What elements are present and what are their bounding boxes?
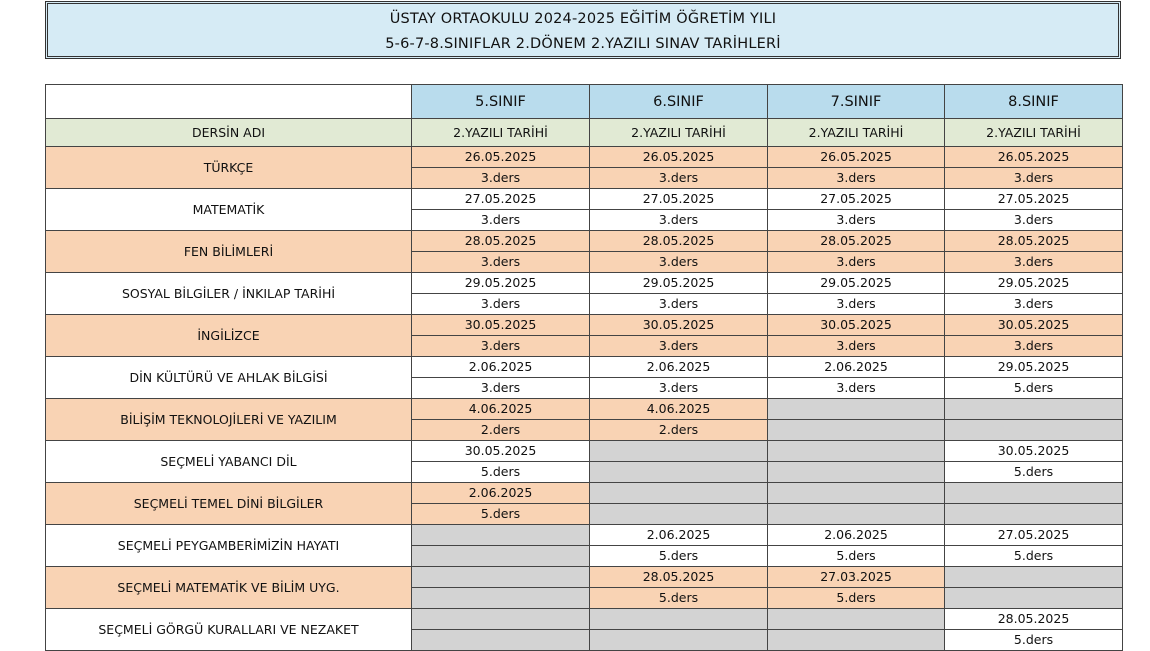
exam-period-cell: 3.ders: [945, 294, 1123, 315]
empty-cell: [412, 609, 590, 630]
exam-date-cell: 26.05.2025: [590, 147, 768, 168]
exam-date-cell: 2.06.2025: [590, 525, 768, 546]
empty-cell: [945, 504, 1123, 525]
exam-period-cell: 5.ders: [768, 588, 945, 609]
exam-period-cell: 3.ders: [412, 294, 590, 315]
exam-date-header: 2.YAZILI TARİHİ: [768, 119, 945, 147]
course-name: SOSYAL BİLGİLER / İNKILAP TARİHİ: [46, 273, 412, 315]
exam-date-cell: 4.06.2025: [412, 399, 590, 420]
empty-cell: [412, 588, 590, 609]
exam-date-cell: 27.05.2025: [945, 189, 1123, 210]
course-name-header: DERSİN ADI: [46, 119, 412, 147]
exam-date-header: 2.YAZILI TARİHİ: [590, 119, 768, 147]
exam-period-cell: 5.ders: [412, 462, 590, 483]
exam-date-cell: 26.05.2025: [768, 147, 945, 168]
exam-date-cell: 29.05.2025: [590, 273, 768, 294]
course-row-date: [46, 315, 1123, 336]
course-name: SEÇMELİ TEMEL DİNİ BİLGİLER: [46, 483, 412, 525]
course-name: İNGİLİZCE: [46, 315, 412, 357]
empty-cell: [590, 630, 768, 651]
exam-date-header: 2.YAZILI TARİHİ: [412, 119, 590, 147]
exam-schedule-table: [45, 84, 1123, 651]
exam-period-cell: 3.ders: [768, 210, 945, 231]
course-row-date: [46, 357, 1123, 378]
exam-date-cell: 26.05.2025: [945, 147, 1123, 168]
empty-cell: [768, 609, 945, 630]
exam-period-cell: 3.ders: [768, 294, 945, 315]
course-name: SEÇMELİ MATEMATİK VE BİLİM UYG.: [46, 567, 412, 609]
exam-date-cell: 2.06.2025: [412, 483, 590, 504]
exam-date-cell: 27.05.2025: [768, 189, 945, 210]
empty-cell: [412, 567, 590, 588]
course-name: SEÇMELİ PEYGAMBERİMİZİN HAYATI: [46, 525, 412, 567]
title-line-1: ÜSTAY ORTAOKULU 2024-2025 EĞİTİM ÖĞRETİM YILI: [389, 11, 777, 27]
course-row-date: [46, 399, 1123, 420]
empty-cell: [945, 567, 1123, 588]
empty-cell: [945, 483, 1123, 504]
empty-cell: [412, 525, 590, 546]
title-line-2: 5-6-7-8.SINIFLAR 2.DÖNEM 2.YAZILI SINAV TARİHLERİ: [385, 36, 781, 52]
exam-date-cell: 28.05.2025: [590, 231, 768, 252]
exam-date-cell: 27.05.2025: [590, 189, 768, 210]
course-row-date: [46, 525, 1123, 546]
course-row-date: [46, 567, 1123, 588]
empty-cell: [590, 609, 768, 630]
empty-cell: [590, 441, 768, 462]
exam-period-cell: 5.ders: [945, 630, 1123, 651]
grade-header-5: 5.SINIF: [412, 85, 590, 119]
exam-period-cell: 3.ders: [590, 378, 768, 399]
header-blank-cell: [46, 85, 412, 119]
exam-period-cell: 3.ders: [590, 294, 768, 315]
course-name: MATEMATİK: [46, 189, 412, 231]
exam-date-cell: 30.05.2025: [945, 441, 1123, 462]
exam-date-cell: 29.05.2025: [945, 357, 1123, 378]
exam-period-cell: 3.ders: [412, 378, 590, 399]
course-row-date: [46, 273, 1123, 294]
exam-date-cell: 2.06.2025: [590, 357, 768, 378]
exam-date-cell: 27.05.2025: [412, 189, 590, 210]
grade-header-7: 7.SINIF: [768, 85, 945, 119]
course-name: TÜRKÇE: [46, 147, 412, 189]
course-name: BİLİŞİM TEKNOLOJİLERİ VE YAZILIM: [46, 399, 412, 441]
empty-cell: [590, 462, 768, 483]
exam-date-cell: 26.05.2025: [412, 147, 590, 168]
grade-header-6: 6.SINIF: [590, 85, 768, 119]
exam-date-cell: 4.06.2025: [590, 399, 768, 420]
exam-date-cell: 29.05.2025: [768, 273, 945, 294]
exam-date-cell: 2.06.2025: [412, 357, 590, 378]
course-row-date: [46, 189, 1123, 210]
course-row-date: [46, 441, 1123, 462]
empty-cell: [945, 399, 1123, 420]
exam-period-cell: 5.ders: [945, 546, 1123, 567]
exam-period-cell: 3.ders: [412, 210, 590, 231]
exam-period-cell: 3.ders: [590, 252, 768, 273]
exam-period-cell: 5.ders: [768, 546, 945, 567]
exam-period-cell: 3.ders: [590, 168, 768, 189]
exam-date-cell: 28.05.2025: [768, 231, 945, 252]
empty-cell: [590, 504, 768, 525]
subheader-row: [46, 119, 1123, 147]
course-row-date: [46, 483, 1123, 504]
exam-period-cell: 3.ders: [412, 336, 590, 357]
empty-cell: [768, 483, 945, 504]
exam-date-cell: 28.05.2025: [412, 231, 590, 252]
title-box: [45, 1, 1121, 59]
exam-date-cell: 27.03.2025: [768, 567, 945, 588]
exam-period-cell: 3.ders: [945, 252, 1123, 273]
exam-period-cell: 5.ders: [590, 546, 768, 567]
exam-date-cell: 30.05.2025: [945, 315, 1123, 336]
empty-cell: [590, 483, 768, 504]
course-name: SEÇMELİ YABANCI DİL: [46, 441, 412, 483]
empty-cell: [945, 588, 1123, 609]
exam-period-cell: 3.ders: [590, 210, 768, 231]
exam-period-cell: 3.ders: [412, 252, 590, 273]
exam-period-cell: 3.ders: [768, 168, 945, 189]
empty-cell: [768, 630, 945, 651]
exam-period-cell: 3.ders: [945, 210, 1123, 231]
exam-date-cell: 2.06.2025: [768, 525, 945, 546]
exam-period-cell: 3.ders: [768, 378, 945, 399]
exam-date-cell: 30.05.2025: [590, 315, 768, 336]
empty-cell: [768, 420, 945, 441]
exam-date-cell: 28.05.2025: [945, 609, 1123, 630]
exam-date-cell: 30.05.2025: [412, 315, 590, 336]
empty-cell: [768, 504, 945, 525]
empty-cell: [945, 420, 1123, 441]
exam-period-cell: 3.ders: [590, 336, 768, 357]
empty-cell: [412, 630, 590, 651]
exam-period-cell: 5.ders: [590, 588, 768, 609]
exam-date-cell: 2.06.2025: [768, 357, 945, 378]
exam-date-cell: 30.05.2025: [768, 315, 945, 336]
exam-date-cell: 27.05.2025: [945, 525, 1123, 546]
exam-period-cell: 5.ders: [412, 504, 590, 525]
exam-period-cell: 2.ders: [590, 420, 768, 441]
course-name: SEÇMELİ GÖRGÜ KURALLARI VE NEZAKET: [46, 609, 412, 651]
grade-header-8: 8.SINIF: [945, 85, 1123, 119]
course-name: FEN BİLİMLERİ: [46, 231, 412, 273]
exam-period-cell: 3.ders: [768, 252, 945, 273]
empty-cell: [768, 399, 945, 420]
exam-period-cell: 3.ders: [768, 336, 945, 357]
course-row-date: [46, 231, 1123, 252]
grade-header-row: [46, 85, 1123, 119]
exam-period-cell: 2.ders: [412, 420, 590, 441]
course-row-date: [46, 609, 1123, 630]
exam-period-cell: 3.ders: [945, 336, 1123, 357]
exam-date-cell: 30.05.2025: [412, 441, 590, 462]
exam-period-cell: 5.ders: [945, 378, 1123, 399]
empty-cell: [768, 462, 945, 483]
exam-period-cell: 3.ders: [945, 168, 1123, 189]
exam-date-cell: 28.05.2025: [945, 231, 1123, 252]
empty-cell: [768, 441, 945, 462]
exam-period-cell: 5.ders: [945, 462, 1123, 483]
exam-date-header: 2.YAZILI TARİHİ: [945, 119, 1123, 147]
exam-date-cell: 28.05.2025: [590, 567, 768, 588]
empty-cell: [412, 546, 590, 567]
course-name: DİN KÜLTÜRÜ VE AHLAK BİLGİSİ: [46, 357, 412, 399]
exam-period-cell: 3.ders: [412, 168, 590, 189]
exam-date-cell: 29.05.2025: [412, 273, 590, 294]
exam-date-cell: 29.05.2025: [945, 273, 1123, 294]
course-row-date: [46, 147, 1123, 168]
